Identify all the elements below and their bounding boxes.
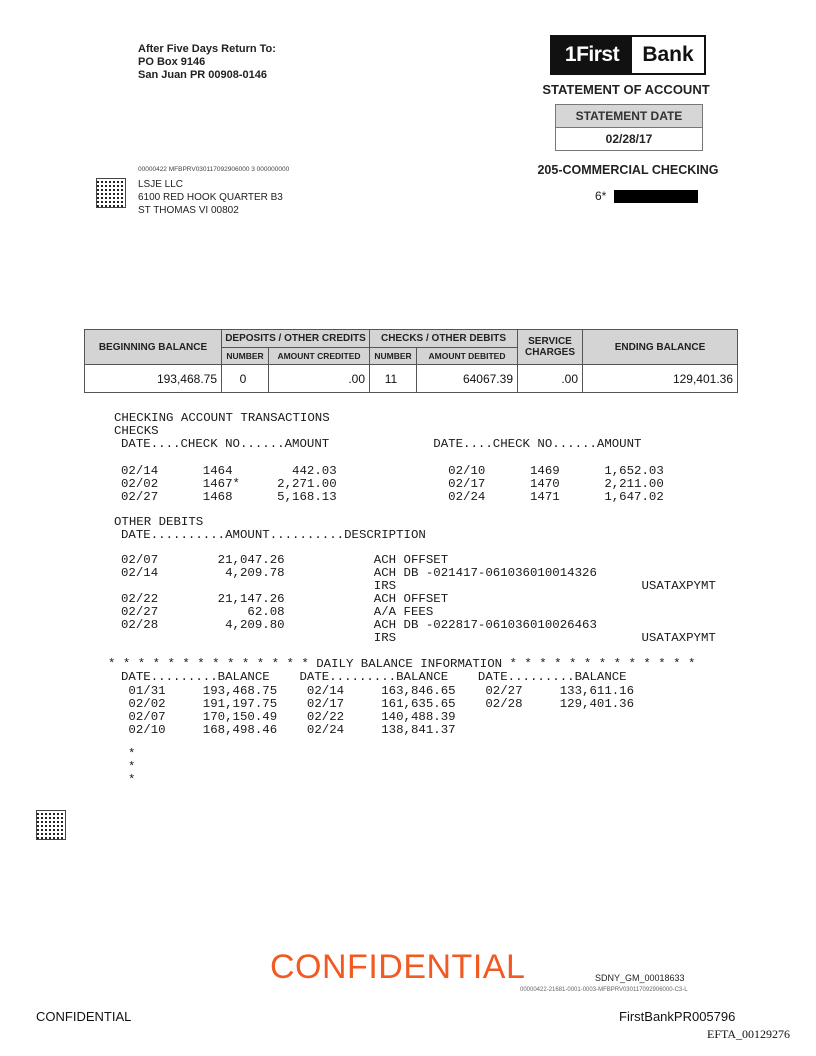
daily-balance-row: 02/10 168,498.46 02/24 138,841.37 bbox=[121, 723, 456, 737]
firstbank-logo bbox=[550, 35, 706, 75]
bates-number: FirstBankPR005796 bbox=[619, 1009, 736, 1024]
customer-street: 6100 RED HOOK QUARTER B3 bbox=[138, 192, 283, 203]
logo-first: 1First bbox=[552, 37, 632, 73]
account-summary-table bbox=[84, 329, 738, 393]
daily-balance-row: 01/31 193,468.75 02/14 163,846.65 02/27 133,611.16 bbox=[121, 684, 635, 698]
customer-address bbox=[138, 178, 283, 217]
check-row: 02/14 1464 442.03 02/10 1469 1,652.03 bbox=[121, 464, 664, 478]
debit-row: 02/28 4,209.80 ACH DB -022817-061036010026463 bbox=[121, 618, 597, 632]
account-type: 205-COMMERCIAL CHECKING bbox=[537, 163, 719, 177]
beginning-balance-value: 193,468.75 bbox=[85, 365, 222, 393]
daily-balance-header: DATE.........BALANCE DATE.........BALANCE DATE.........BALANCE bbox=[121, 670, 627, 684]
checks-header: DATE....CHECK NO......AMOUNT DATE....CHECK NO......AMOUNT bbox=[121, 437, 642, 451]
other-debits-title: OTHER DEBITS bbox=[114, 515, 204, 529]
end-star: * bbox=[128, 747, 136, 761]
other-debits-header: DATE..........AMOUNT..........DESCRIPTION bbox=[121, 528, 426, 542]
daily-balance-title: * * * * * * * * * * * * * * DAILY BALANCE INFORMATION * * * * * * * * * * * * * bbox=[108, 657, 696, 671]
statement-date-label: STATEMENT DATE bbox=[556, 105, 702, 128]
end-star: * bbox=[128, 760, 136, 774]
logo-bank: Bank bbox=[642, 43, 694, 66]
account-prefix: 6* bbox=[595, 189, 607, 203]
transactions-title: CHECKING ACCOUNT TRANSACTIONS bbox=[114, 411, 330, 425]
statement-date-value: 02/28/17 bbox=[605, 132, 653, 146]
debit-row: 02/14 4,209.78 ACH DB -021417-061036010014326 bbox=[121, 566, 597, 580]
check-row: 02/27 1468 5,168.13 02/24 1471 1,647.02 bbox=[121, 490, 664, 504]
barcode-icon bbox=[36, 810, 66, 840]
amount-debited-header: AMOUNT DEBITED bbox=[417, 348, 518, 365]
redaction-bar bbox=[614, 190, 698, 203]
deposits-number-header: NUMBER bbox=[222, 348, 269, 365]
deposits-number-value: 0 bbox=[222, 365, 269, 393]
ending-balance-header: ENDING BALANCE bbox=[583, 330, 738, 365]
checks-number-value: 11 bbox=[370, 365, 417, 393]
ending-balance-value: 129,401.36 bbox=[583, 365, 738, 393]
return-address-line1: After Five Days Return To: bbox=[138, 43, 276, 55]
amount-credited-value: .00 bbox=[269, 365, 370, 393]
return-address bbox=[138, 43, 276, 82]
amount-debited-value: 64067.39 bbox=[417, 365, 518, 393]
debit-row: 02/22 21,147.26 ACH OFFSET bbox=[121, 592, 449, 606]
tracking-code: 00000422-21681-0001-0003-MFBPRV030117092906000-C3-L bbox=[520, 987, 688, 993]
return-address-line2: PO Box 9146 bbox=[138, 56, 206, 68]
sdny-number: SDNY_GM_00018633 bbox=[595, 973, 685, 983]
customer-city: ST THOMAS VI 00802 bbox=[138, 205, 239, 216]
daily-balance-row: 02/02 191,197.75 02/17 161,635.65 02/28 129,401.36 bbox=[121, 697, 635, 711]
barcode-icon bbox=[96, 178, 126, 208]
beginning-balance-header: BEGINNING BALANCE bbox=[85, 330, 222, 365]
debit-row: IRS USATAXPYMT bbox=[121, 631, 716, 645]
debit-row: IRS USATAXPYMT bbox=[121, 579, 716, 593]
statement-date-box bbox=[555, 104, 703, 151]
mail-code: 00000422 MFBPRV030117092906000 3 000000000 bbox=[138, 166, 290, 173]
efta-number: EFTA_00129276 bbox=[707, 1027, 791, 1041]
checks-number-header: NUMBER bbox=[370, 348, 417, 365]
return-address-line3: San Juan PR 00908-0146 bbox=[138, 69, 268, 81]
service-charges-header: SERVICE CHARGES bbox=[518, 330, 583, 365]
daily-balance-row: 02/07 170,150.49 02/22 140,488.39 bbox=[121, 710, 456, 724]
checks-header: CHECKS / OTHER DEBITS bbox=[370, 330, 518, 348]
confidential-stamp: CONFIDENTIAL bbox=[270, 948, 526, 986]
customer-name: LSJE LLC bbox=[138, 179, 184, 190]
service-charges-value: .00 bbox=[518, 365, 583, 393]
statement-title: STATEMENT OF ACCOUNT bbox=[542, 82, 710, 97]
debit-row: 02/27 62.08 A/A FEES bbox=[121, 605, 434, 619]
debit-row: 02/07 21,047.26 ACH OFFSET bbox=[121, 553, 449, 567]
confidential-label: CONFIDENTIAL bbox=[36, 1009, 132, 1024]
end-star: * bbox=[128, 773, 136, 787]
deposits-header: DEPOSITS / OTHER CREDITS bbox=[222, 330, 370, 348]
checks-title: CHECKS bbox=[114, 424, 159, 438]
check-row: 02/02 1467* 2,271.00 02/17 1470 2,211.00 bbox=[121, 477, 664, 491]
amount-credited-header: AMOUNT CREDITED bbox=[269, 348, 370, 365]
account-number bbox=[595, 189, 698, 203]
